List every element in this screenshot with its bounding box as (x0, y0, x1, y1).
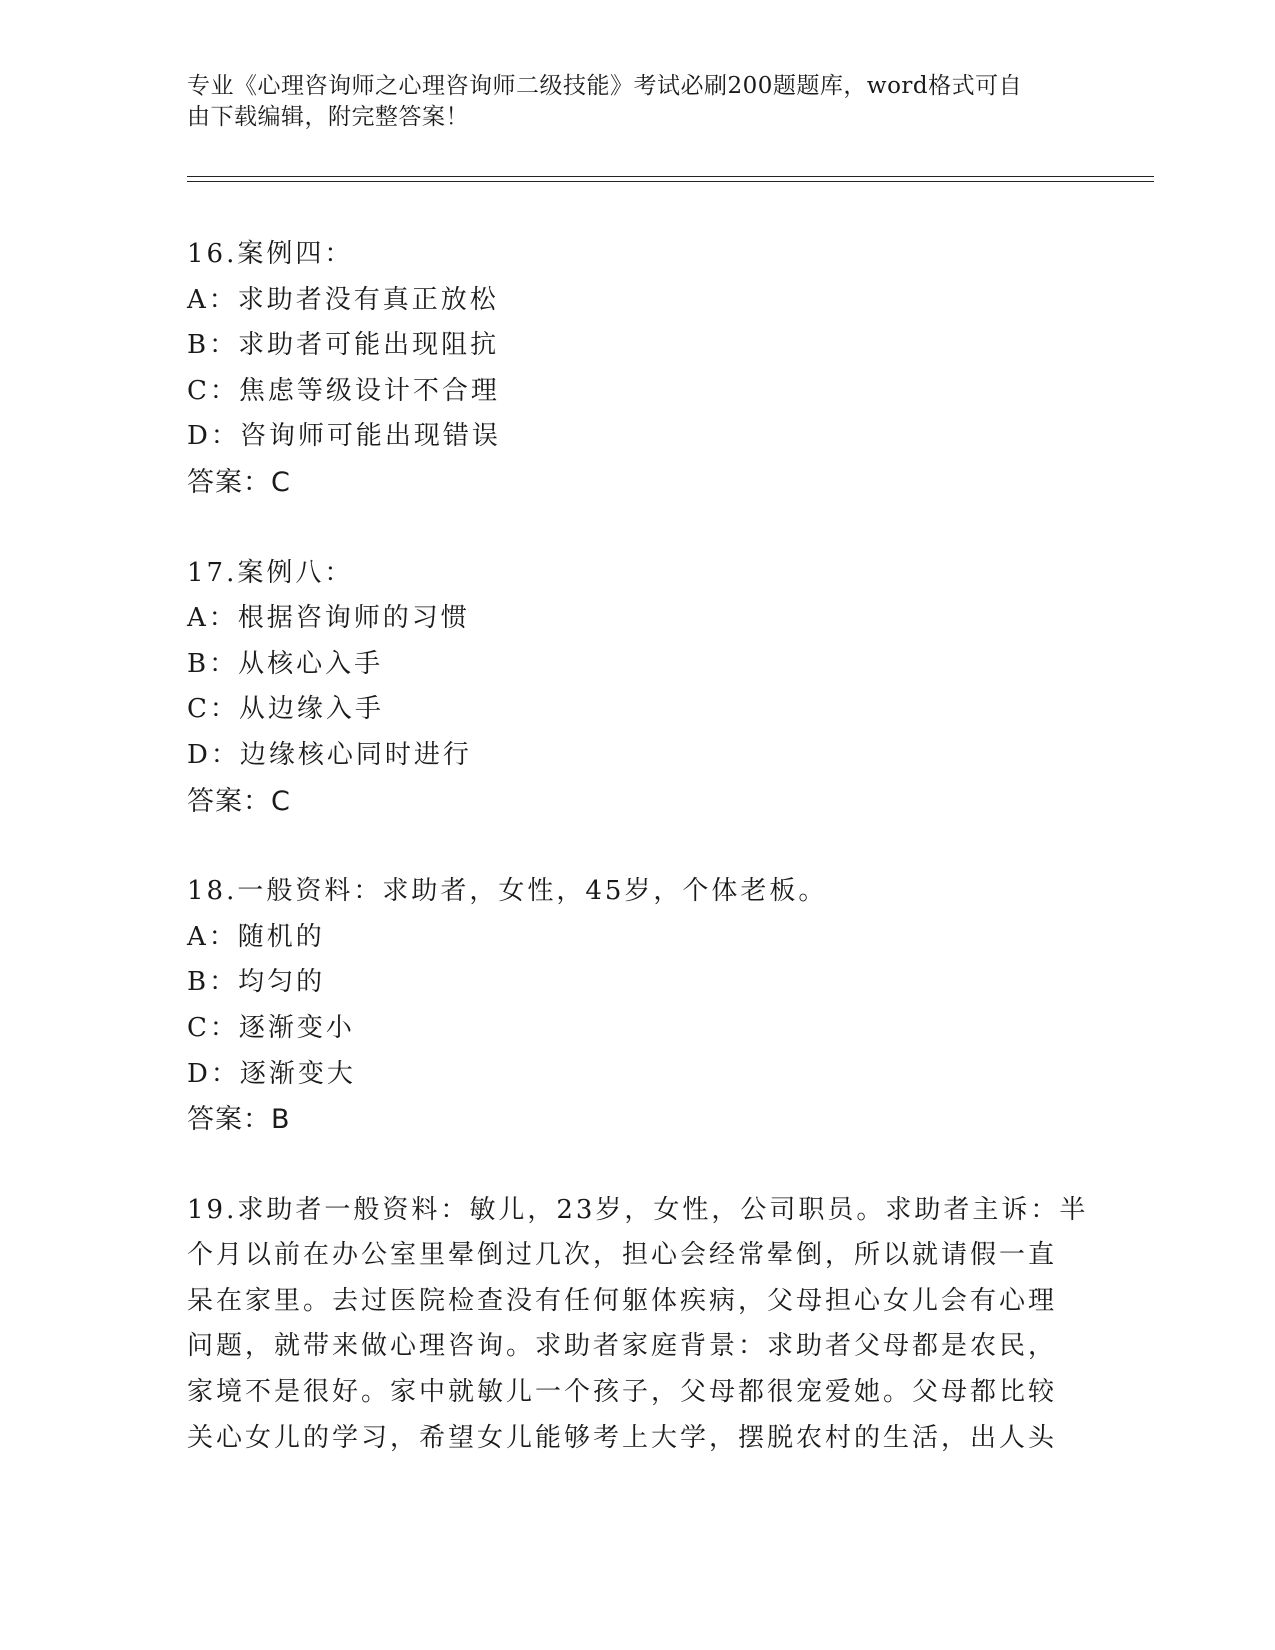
option-c: C：逐渐变小 (187, 1012, 355, 1043)
question-text-line: 问题，就带来做心理咨询。求助者家庭背景：求助者父母都是农民， (187, 1331, 1058, 1362)
question-stem: 18.一般资料：求助者，女性，45岁，个体老板。 (187, 876, 828, 907)
option-b: B：求助者可能出现阻抗 (187, 330, 500, 361)
question-list (187, 232, 1087, 1506)
option-b: B：从核心入手 (187, 648, 384, 679)
question-text-line: 呆在家里。去过医院检查没有任何躯体疾病，父母担心女儿会有心理 (187, 1285, 1058, 1316)
question-stem: 16.案例四： (187, 239, 354, 269)
option-c: C：从边缘入手 (187, 694, 384, 725)
question-16 (187, 232, 1087, 506)
option-a: A：根据咨询师的习惯 (187, 603, 470, 634)
option-b: B：均匀的 (187, 967, 326, 998)
answer: 答案：B (187, 1104, 291, 1136)
document-header (187, 71, 1067, 133)
question-18 (187, 869, 1087, 1143)
header-divider-top (187, 176, 1154, 177)
question-19 (187, 1188, 1087, 1462)
question-text-line: 19.求助者一般资料：敏儿，23岁，女性，公司职员。求助者主诉：半 (187, 1194, 1089, 1225)
option-a: A：求助者没有真正放松 (187, 284, 499, 315)
question-text-line: 关心女儿的学习，希望女儿能够考上大学，摆脱农村的生活，出人头 (187, 1422, 1058, 1453)
question-stem: 17.案例八： (187, 557, 354, 588)
option-d: D：咨询师可能出现错误 (187, 421, 501, 452)
option-c: C：焦虑等级设计不合理 (187, 375, 500, 406)
option-a: A：随机的 (187, 921, 325, 952)
answer: 答案：C (187, 466, 291, 498)
option-d: D：边缘核心同时进行 (187, 739, 472, 770)
header-divider-bottom (187, 181, 1154, 182)
question-text-line: 个月以前在办公室里晕倒过几次，担心会经常晕倒，所以就请假一直 (187, 1240, 1058, 1271)
question-text-line: 家境不是很好。家中就敏儿一个孩子，父母都很宠爱她。父母都比较 (187, 1377, 1058, 1408)
question-17 (187, 551, 1087, 825)
header-line-1: 专业《心理咨询师之心理咨询师二级技能》考试必刷200题题库，word格式可自 (187, 73, 1023, 99)
header-line-2: 由下载编辑，附完整答案！ (187, 104, 469, 130)
answer: 答案：C (187, 785, 291, 817)
option-d: D：逐渐变大 (187, 1058, 356, 1089)
